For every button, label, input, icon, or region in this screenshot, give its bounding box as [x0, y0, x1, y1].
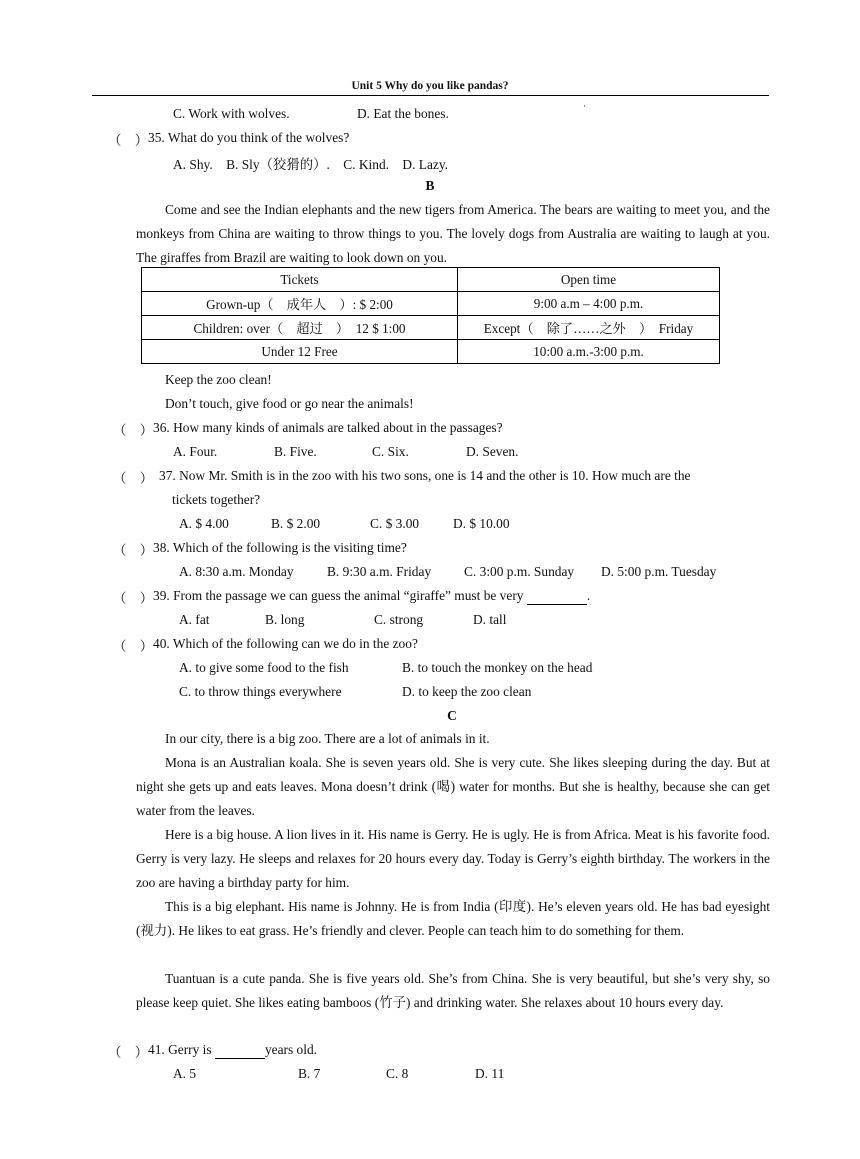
- q38-option-c: C. 3:00 p.m. Sunday: [464, 564, 575, 579]
- q37-answer-blank[interactable]: （ ）: [113, 471, 154, 486]
- q36-option-a: A. Four.: [173, 444, 218, 459]
- q40-option-a: A. to give some food to the fish: [179, 660, 349, 675]
- table-cell: Grown-up（ 成年人 ）: $ 2:00: [142, 292, 458, 316]
- passage-c-paragraph: In our city, there is a big zoo. There are a lot of animals in it.: [165, 731, 490, 746]
- q39-option-b: B. long: [265, 612, 305, 627]
- q37-option-a: A. $ 4.00: [179, 516, 229, 531]
- q39-answer-blank[interactable]: （ ）: [113, 591, 154, 606]
- q40-option-b: B. to touch the monkey on the head: [402, 660, 593, 675]
- table-cell: Except（ 除了……之外 ） Friday: [458, 316, 720, 340]
- ticket-table: [141, 267, 720, 364]
- q38-text: 38. Which of the following is the visiting time?: [153, 540, 407, 555]
- passage-b: Come and see the Indian elephants and the new tigers from America. The bears are waiting to meet you, and the monkeys from China are waiting to throw things to you. The lovely dogs from Australia are waiting to laugh at you. The giraffes from Brazil are waiting to look down on you.: [136, 202, 770, 265]
- q34-option-c: C. Work with wolves.: [173, 106, 290, 121]
- q37-option-c: C. $ 3.00: [370, 516, 420, 531]
- q36-option-b: B. Five.: [274, 444, 317, 459]
- q35-answer-blank[interactable]: （ ）: [108, 133, 149, 148]
- q35-options: A. Shy. B. Sly（狡猾的）. C. Kind. D. Lazy.: [173, 157, 449, 172]
- q39-option-d: D. tall: [473, 612, 507, 627]
- q40-text: 40. Which of the following can we do in the zoo?: [153, 636, 418, 651]
- q41-end: years old.: [264, 1042, 318, 1057]
- header-rule: [92, 95, 769, 96]
- q41-line: [148, 1042, 317, 1059]
- table-cell: Under 12 Free: [142, 340, 458, 364]
- table-header-tickets: Tickets: [142, 268, 458, 292]
- q36-option-c: C. Six.: [372, 444, 409, 459]
- q34-option-d: D. Eat the bones.: [357, 106, 449, 121]
- q41-text: 41. Gerry is: [148, 1042, 212, 1057]
- q41-option-c: C. 8: [386, 1066, 409, 1081]
- q39-end: .: [586, 588, 591, 603]
- q41-fill-blank[interactable]: [215, 1042, 265, 1059]
- table-row: [142, 316, 720, 340]
- q41-answer-blank[interactable]: （ ）: [108, 1045, 149, 1060]
- table-header-row: [142, 268, 720, 292]
- q38-option-d: D. 5:00 p.m. Tuesday: [601, 564, 717, 579]
- q37-option-b: B. $ 2.00: [271, 516, 321, 531]
- q37-text: 37. Now Mr. Smith is in the zoo with his two sons, one is 14 and the other is 10. How much are the: [159, 468, 691, 483]
- stray-mark: ·: [583, 101, 586, 111]
- q41-option-a: A. 5: [173, 1066, 197, 1081]
- passage-c-paragraph: Mona is an Australian koala. She is seven years old. She is very cute. She likes sleeping during the day. But at night she gets up and eats leaves. Mona doesn’t drink (喝) water for months. But she is healthy, because she can get water from the leaves.: [136, 755, 770, 818]
- section-c-label: C: [447, 708, 457, 723]
- q40-option-c: C. to throw things everywhere: [179, 684, 342, 699]
- passage-c-paragraph: Tuantuan is a cute panda. She is five years old. She’s from China. She is very beautiful, but she’s very shy, so please keep quiet. She likes eating bamboos (竹子) and drinking water. She relaxes about 10 hours every day.: [136, 971, 770, 1010]
- table-row: [142, 292, 720, 316]
- table-cell: 9:00 a.m – 4:00 p.m.: [458, 292, 720, 316]
- notice-dont-touch: Don’t touch, give food or go near the animals!: [165, 396, 414, 411]
- q40-option-d: D. to keep the zoo clean: [402, 684, 532, 699]
- table-header-open-time: Open time: [458, 268, 720, 292]
- q39-line: [153, 588, 590, 605]
- q37-option-d: D. $ 10.00: [453, 516, 510, 531]
- notice-keep-clean: Keep the zoo clean!: [165, 372, 272, 387]
- q36-text: 36. How many kinds of animals are talked about in the passages?: [153, 420, 503, 435]
- passage-c-paragraph: Here is a big house. A lion lives in it. His name is Gerry. He is ugly. He is from Africa. Meat is his favorite food. Gerry is very lazy. He sleeps and relaxes for 20 hours every day. Today is Gerry’s eighth birthday. The workers in the zoo are having a birthday party for him.: [136, 827, 770, 890]
- q39-text: 39. From the passage we can guess the animal “giraffe” must be very: [153, 588, 524, 603]
- table-cell: 10:00 a.m.-3:00 p.m.: [458, 340, 720, 364]
- q41-option-b: B. 7: [298, 1066, 321, 1081]
- table-cell: Children: over（ 超过 ） 12 $ 1:00: [142, 316, 458, 340]
- q36-option-d: D. Seven.: [466, 444, 519, 459]
- q38-option-a: A. 8:30 a.m. Monday: [179, 564, 294, 579]
- q37-text-line2: tickets together?: [172, 492, 261, 507]
- q35-text: 35. What do you think of the wolves?: [148, 130, 350, 145]
- q40-answer-blank[interactable]: （ ）: [113, 639, 154, 654]
- q39-fill-blank[interactable]: [527, 588, 587, 605]
- q36-answer-blank[interactable]: （ ）: [113, 423, 154, 438]
- page-header-title: Unit 5 Why do you like pandas?: [351, 80, 509, 92]
- table-row: [142, 340, 720, 364]
- passage-c-paragraph: This is a big elephant. His name is Johnny. He is from India (印度). He’s eleven years old. He has bad eyesight (视力). He likes to eat grass. He’s friendly and clever. People can teach him to do something for them.: [136, 899, 770, 938]
- q39-option-a: A. fat: [179, 612, 210, 627]
- q39-option-c: C. strong: [374, 612, 424, 627]
- q41-option-d: D. 11: [475, 1066, 505, 1081]
- q38-answer-blank[interactable]: （ ）: [113, 543, 154, 558]
- q38-option-b: B. 9:30 a.m. Friday: [327, 564, 432, 579]
- section-b-label: B: [425, 178, 435, 193]
